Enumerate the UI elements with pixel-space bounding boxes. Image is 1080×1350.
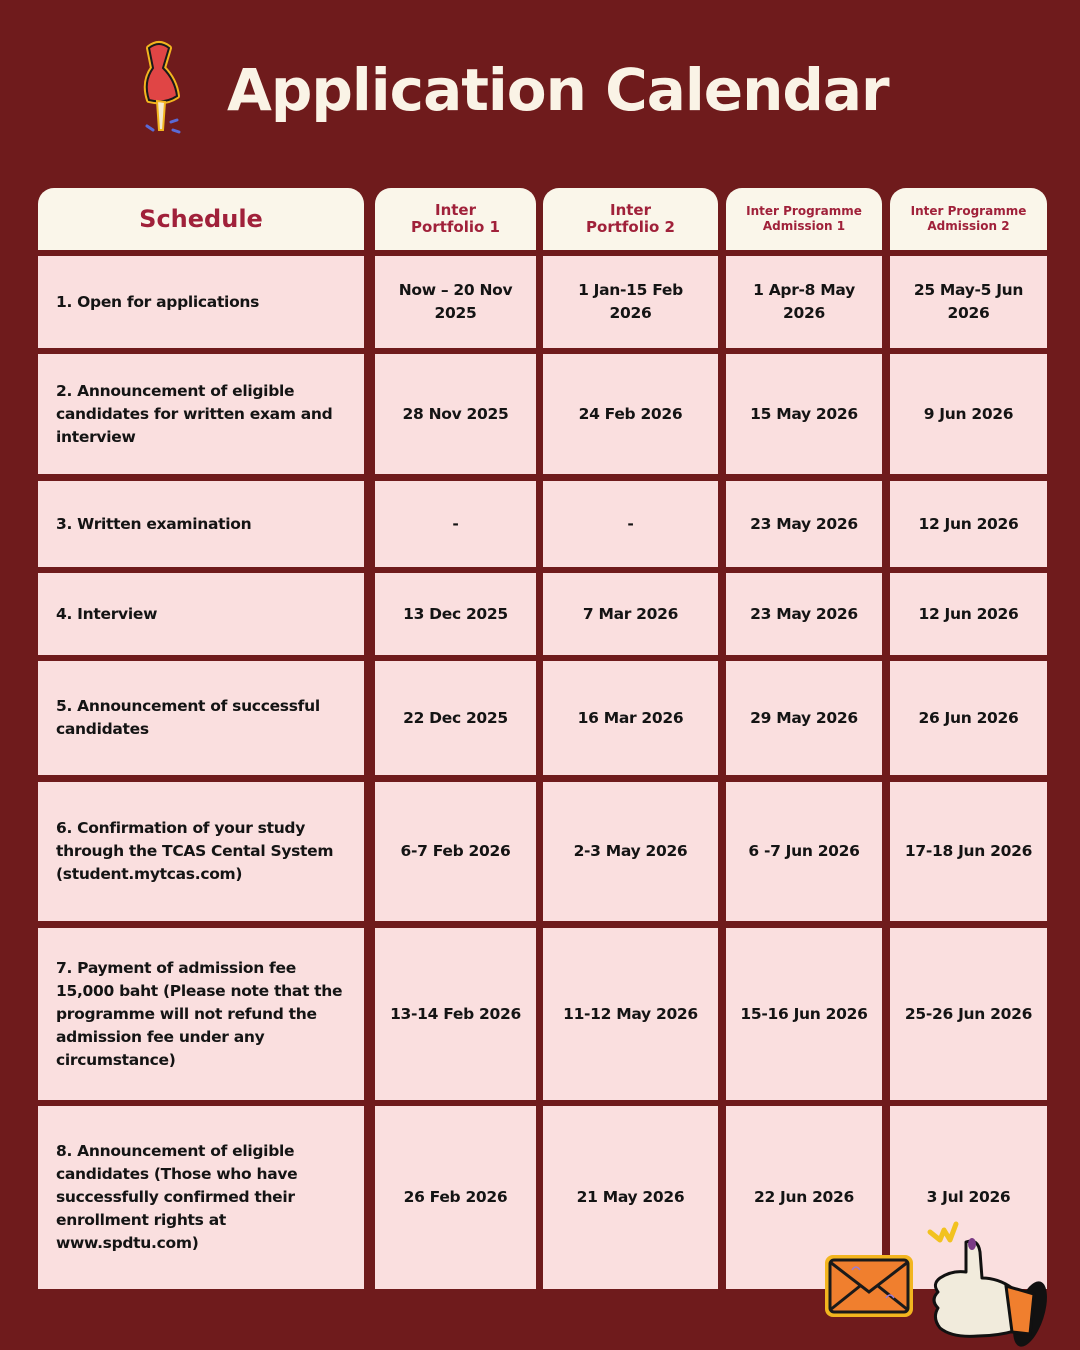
column-header-schedule: Schedule: [38, 188, 364, 250]
table-cell-date: 15-16 Jun 2026: [726, 928, 882, 1100]
table-row-step-label: 6. Confirmation of your study through the TCAS Cental System (student.mytcas.com): [38, 782, 364, 921]
table-cell-date: 1 Jan-15 Feb 2026: [543, 256, 718, 348]
thumbs-up-icon: [922, 1218, 1050, 1350]
table-cell-date: 25-26 Jun 2026: [890, 928, 1047, 1100]
table-cell-date: 24 Feb 2026: [543, 354, 718, 474]
table-cell-date: 17-18 Jun 2026: [890, 782, 1047, 921]
table-cell-date: 6 -7 Jun 2026: [726, 782, 882, 921]
table-cell-date: 3 Jul 2026: [890, 1106, 1047, 1289]
column-header: Inter Programme Admission 2: [890, 188, 1047, 250]
table-row-step-label: 3. Written examination: [38, 481, 364, 567]
table-cell-date: 15 May 2026: [726, 354, 882, 474]
table-cell-date: 21 May 2026: [543, 1106, 718, 1289]
table-cell-date: 1 Apr-8 May 2026: [726, 256, 882, 348]
table-cell-date: 12 Jun 2026: [890, 573, 1047, 655]
table-cell-date: 26 Feb 2026: [375, 1106, 536, 1289]
table-cell-date: 12 Jun 2026: [890, 481, 1047, 567]
table-cell-date: -: [375, 481, 536, 567]
table-cell-date: -: [543, 481, 718, 567]
envelope-icon: [822, 1252, 916, 1320]
column-header: Inter Portfolio 2: [543, 188, 718, 250]
table-cell-date: 2-3 May 2026: [543, 782, 718, 921]
column-header: Inter Programme Admission 1: [726, 188, 882, 250]
table-row-step-label: 7. Payment of admission fee 15,000 baht (Please note that the programme will not refund the admission fee under any circumstance): [38, 928, 364, 1100]
table-row-step-label: 1. Open for applications: [38, 256, 364, 348]
table-cell-date: 23 May 2026: [726, 481, 882, 567]
table-row-step-label: 5. Announcement of successful candidates: [38, 661, 364, 775]
table-cell-date: 29 May 2026: [726, 661, 882, 775]
table-cell-date: 25 May-5 Jun 2026: [890, 256, 1047, 348]
column-header: Inter Portfolio 1: [375, 188, 536, 250]
table-cell-date: 7 Mar 2026: [543, 573, 718, 655]
table-row-step-label: 4. Interview: [38, 573, 364, 655]
pushpin-icon: [135, 38, 205, 138]
table-cell-date: 22 Dec 2025: [375, 661, 536, 775]
table-cell-date: 22 Jun 2026: [726, 1106, 882, 1289]
table-cell-date: 9 Jun 2026: [890, 354, 1047, 474]
table-cell-date: 11-12 May 2026: [543, 928, 718, 1100]
table-cell-date: Now – 20 Nov 2025: [375, 256, 536, 348]
table-cell-date: 6-7 Feb 2026: [375, 782, 536, 921]
table-cell-date: 13-14 Feb 2026: [375, 928, 536, 1100]
table-cell-date: 26 Jun 2026: [890, 661, 1047, 775]
table-cell-date: 16 Mar 2026: [543, 661, 718, 775]
page-title: Application Calendar: [227, 56, 889, 124]
title-bar: [135, 38, 895, 138]
table-cell-date: 28 Nov 2025: [375, 354, 536, 474]
table-cell-date: 23 May 2026: [726, 573, 882, 655]
table-row-step-label: 2. Announcement of eligible candidates for written exam and interview: [38, 354, 364, 474]
table-row-step-label: 8. Announcement of eligible candidates (Those who have successfully confirmed their enrollment rights at www.spdtu.com): [38, 1106, 364, 1289]
table-cell-date: 13 Dec 2025: [375, 573, 536, 655]
